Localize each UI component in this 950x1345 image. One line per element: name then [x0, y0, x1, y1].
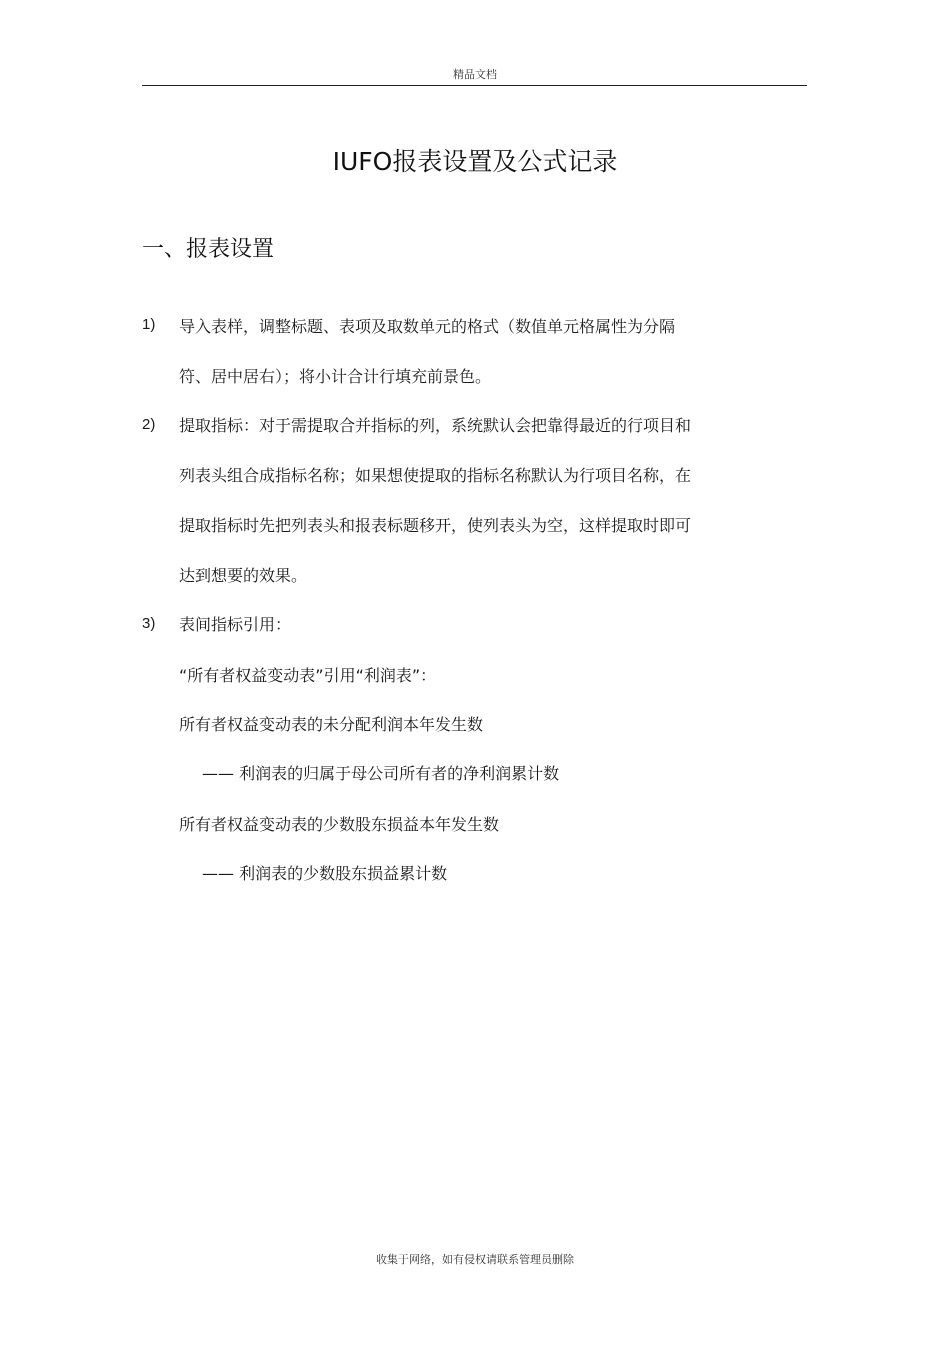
document-title: IUFO报表设置及公式记录: [332, 147, 618, 176]
page-header: 精品文档: [453, 68, 497, 81]
item-3-line-5: 所有者权益变动表的少数股东损益本年发生数: [179, 815, 500, 834]
item-1-line-2: 符、居中居右）；将小计合计行填充前景色。: [179, 367, 492, 386]
page-footer: 收集于网络，如有侵权请联系管理员删除: [376, 1253, 574, 1266]
item-3-line-2: “所有者权益变动表”引用“利润表”：: [179, 666, 437, 685]
section-heading: 一、报表设置: [142, 237, 275, 262]
item-2-line-1: 提取指标：对于需提取合并指标的列，系统默认会把靠得最近的行项目和: [179, 416, 692, 435]
item-3-line-6: —— 利润表的少数股东损益累计数: [202, 864, 448, 883]
item-2-line-4: 达到想要的效果。: [179, 566, 308, 585]
item-2-number: 2): [142, 416, 156, 433]
header-divider: [142, 85, 807, 86]
item-3-line-3: 所有者权益变动表的未分配利润本年发生数: [179, 715, 484, 734]
item-1-line-1: 导入表样，调整标题、表项及取数单元的格式（数值单元格属性为分隔: [179, 317, 676, 336]
item-1-number: 1): [142, 316, 156, 333]
item-2-line-3: 提取指标时先把列表头和报表标题移开，使列表头为空，这样提取时即可: [179, 516, 692, 535]
item-3-line-4: —— 利润表的归属于母公司所有者的净利润累计数: [202, 764, 560, 783]
item-3-number: 3): [142, 615, 156, 632]
item-2-line-2: 列表头组合成指标名称；如果想使提取的指标名称默认为行项目名称，在: [179, 466, 692, 485]
item-3-line-1: 表间指标引用：: [179, 615, 292, 634]
